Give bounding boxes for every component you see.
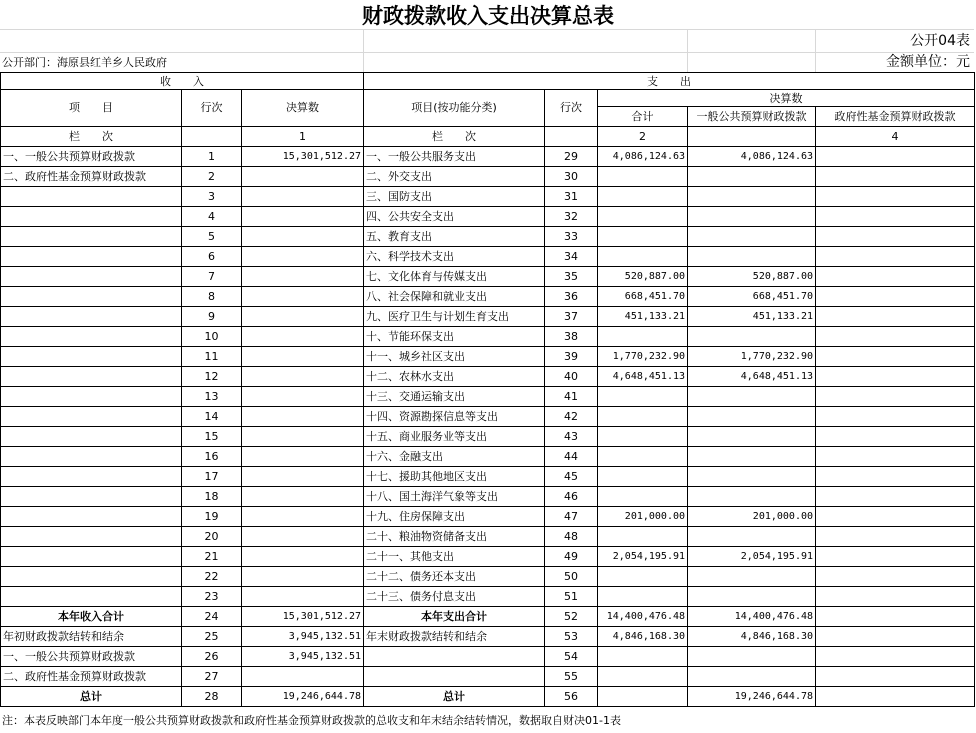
divider <box>0 29 974 30</box>
income-item-cell <box>1 467 182 487</box>
expense-fund-cell <box>816 627 975 647</box>
expense-fund-cell <box>816 447 975 467</box>
income-row-no-cell: 23 <box>182 587 242 607</box>
expense-item-cell: 二十一、其他支出 <box>364 547 545 567</box>
income-row-no-cell: 22 <box>182 567 242 587</box>
expense-total-cell <box>598 407 688 427</box>
income-row-no-cell: 11 <box>182 347 242 367</box>
income-item-cell <box>1 287 182 307</box>
expense-fund-cell <box>816 347 975 367</box>
expense-general-cell <box>688 207 816 227</box>
income-row-no-cell: 28 <box>182 687 242 707</box>
income-row-no-cell: 17 <box>182 467 242 487</box>
department-label: 公开部门：海原县红羊乡人民政府 <box>2 56 167 69</box>
column-index-row <box>1 127 975 147</box>
expense-item-cell: 十五、商业服务业等支出 <box>364 427 545 447</box>
income-amount-cell <box>242 307 364 327</box>
amount-header: 决算数 <box>242 90 364 127</box>
expense-fund-cell <box>816 407 975 427</box>
table-row <box>1 207 975 227</box>
income-row-no-cell: 21 <box>182 547 242 567</box>
income-row-no-cell: 12 <box>182 367 242 387</box>
expense-total-cell <box>598 487 688 507</box>
expense-row-no-cell: 30 <box>545 167 598 187</box>
expense-total-cell: 4,086,124.63 <box>598 147 688 167</box>
income-item-cell <box>1 527 182 547</box>
expense-item-cell <box>364 667 545 687</box>
income-row-no-cell: 7 <box>182 267 242 287</box>
expense-row-no-cell: 45 <box>545 467 598 487</box>
expense-general-cell <box>688 187 816 207</box>
expense-row-no-cell: 55 <box>545 667 598 687</box>
income-row-no-cell: 27 <box>182 667 242 687</box>
expense-item-cell: 十一、城乡社区支出 <box>364 347 545 367</box>
expense-general-cell <box>688 427 816 447</box>
income-row-no-cell: 25 <box>182 627 242 647</box>
income-amount-cell: 15,301,512.27 <box>242 147 364 167</box>
gov-fund-header: 政府性基金预算财政拨款 <box>816 107 975 127</box>
expense-general-cell: 1,770,232.90 <box>688 347 816 367</box>
expense-general-cell: 201,000.00 <box>688 507 816 527</box>
income-row-no-cell: 2 <box>182 167 242 187</box>
budget-table <box>0 72 975 707</box>
income-item-cell: 一、一般公共预算财政拨款 <box>1 647 182 667</box>
expense-row-no-cell: 56 <box>545 687 598 707</box>
expense-general-cell <box>688 447 816 467</box>
expense-total-cell <box>598 247 688 267</box>
expense-row-no-cell: 42 <box>545 407 598 427</box>
table-row <box>1 187 975 207</box>
expense-total-cell <box>598 587 688 607</box>
expense-item-cell: 二十二、债务还本支出 <box>364 567 545 587</box>
expense-general-cell: 14,400,476.48 <box>688 607 816 627</box>
expense-row-no-cell: 54 <box>545 647 598 667</box>
form-number: 公开04表 <box>910 33 970 49</box>
income-amount-cell <box>242 207 364 227</box>
table-row <box>1 147 975 167</box>
expense-fund-cell <box>816 547 975 567</box>
table-row <box>1 527 975 547</box>
expense-total-cell: 520,887.00 <box>598 267 688 287</box>
grid-line <box>815 29 816 73</box>
income-amount-cell: 3,945,132.51 <box>242 647 364 667</box>
expense-item-cell <box>364 647 545 667</box>
income-row-no-cell: 1 <box>182 147 242 167</box>
income-row-no-cell: 3 <box>182 187 242 207</box>
expense-fund-cell <box>816 267 975 287</box>
expense-item-cell: 十六、金融支出 <box>364 447 545 467</box>
table-row <box>1 327 975 347</box>
expense-general-cell <box>688 407 816 427</box>
expense-header: 支 出 <box>364 73 975 90</box>
table-row <box>1 287 975 307</box>
income-item-cell: 年初财政拨款结转和结余 <box>1 627 182 647</box>
income-item-cell: 二、政府性基金预算财政拨款 <box>1 167 182 187</box>
expense-general-cell <box>688 167 816 187</box>
expense-item-cell: 一、一般公共服务支出 <box>364 147 545 167</box>
table-row <box>1 587 975 607</box>
income-item-cell: 一、一般公共预算财政拨款 <box>1 147 182 167</box>
table-row <box>1 367 975 387</box>
expense-fund-cell <box>816 187 975 207</box>
income-item-cell <box>1 507 182 527</box>
expense-general-cell <box>688 247 816 267</box>
table-row <box>1 427 975 447</box>
expense-row-no-cell: 36 <box>545 287 598 307</box>
income-row-no-cell: 18 <box>182 487 242 507</box>
income-amount-cell <box>242 167 364 187</box>
expense-row-no-cell: 53 <box>545 627 598 647</box>
income-amount-cell <box>242 327 364 347</box>
income-amount-cell <box>242 467 364 487</box>
expense-item-cell: 十八、国土海洋气象等支出 <box>364 487 545 507</box>
table-row <box>1 407 975 427</box>
header-row <box>1 73 975 90</box>
final-amount-header: 决算数 <box>598 90 975 107</box>
expense-general-cell: 4,086,124.63 <box>688 147 816 167</box>
income-amount-cell: 19,246,644.78 <box>242 687 364 707</box>
expense-item-cell: 二十三、债务付息支出 <box>364 587 545 607</box>
expense-fund-cell <box>816 647 975 667</box>
column-index <box>182 127 242 147</box>
table-row <box>1 547 975 567</box>
income-amount-cell <box>242 427 364 447</box>
expense-general-cell <box>688 527 816 547</box>
expense-total-cell: 201,000.00 <box>598 507 688 527</box>
expense-total-cell: 451,133.21 <box>598 307 688 327</box>
expense-row-no-cell: 33 <box>545 227 598 247</box>
table-row <box>1 467 975 487</box>
expense-general-cell: 520,887.00 <box>688 267 816 287</box>
expense-row-no-cell: 35 <box>545 267 598 287</box>
expense-general-cell <box>688 667 816 687</box>
summary-body <box>1 607 975 707</box>
expense-item-cell: 十九、住房保障支出 <box>364 507 545 527</box>
income-item-cell <box>1 387 182 407</box>
footnote: 注：本表反映部门本年度一般公共预算财政拨款和政府性基金预算财政拨款的总收支和年末结余结转情况，数据取自财决01-1表 <box>2 714 621 727</box>
header-row <box>1 90 975 107</box>
expense-item-cell: 七、文化体育与传媒支出 <box>364 267 545 287</box>
general-budget-header: 一般公共预算财政拨款 <box>688 107 816 127</box>
page-title: 财政拨款收入支出决算总表 <box>362 3 614 28</box>
income-item-cell <box>1 307 182 327</box>
summary-row <box>1 647 975 667</box>
income-item-cell <box>1 487 182 507</box>
income-row-no-cell: 8 <box>182 287 242 307</box>
expense-item-cell: 十七、援助其他地区支出 <box>364 467 545 487</box>
income-amount-cell <box>242 267 364 287</box>
income-amount-cell <box>242 247 364 267</box>
summary-row <box>1 687 975 707</box>
table-row <box>1 347 975 367</box>
expense-general-cell <box>688 647 816 667</box>
expense-item-cell: 十二、农林水支出 <box>364 367 545 387</box>
expense-item-cell: 年末财政拨款结转和结余 <box>364 627 545 647</box>
income-amount-cell <box>242 387 364 407</box>
expense-row-no-cell: 29 <box>545 147 598 167</box>
expense-general-cell: 2,054,195.91 <box>688 547 816 567</box>
expense-total-cell: 4,846,168.30 <box>598 627 688 647</box>
income-row-no-cell: 15 <box>182 427 242 447</box>
expense-fund-cell <box>816 327 975 347</box>
income-amount-cell <box>242 547 364 567</box>
expense-total-cell: 668,451.70 <box>598 287 688 307</box>
expense-row-no-cell: 41 <box>545 387 598 407</box>
expense-row-no-cell: 48 <box>545 527 598 547</box>
unit-label: 金额单位：元 <box>886 54 970 70</box>
column-index <box>545 127 598 147</box>
expense-total-cell <box>598 387 688 407</box>
income-item-cell <box>1 407 182 427</box>
summary-row <box>1 607 975 627</box>
expense-general-cell: 4,648,451.13 <box>688 367 816 387</box>
expense-general-cell <box>688 327 816 347</box>
expense-fund-cell <box>816 487 975 507</box>
expense-general-cell <box>688 227 816 247</box>
column-label: 栏 次 <box>364 127 545 147</box>
expense-fund-cell <box>816 427 975 447</box>
grid-line <box>363 29 364 73</box>
table-row <box>1 167 975 187</box>
expense-item-cell: 二十、粮油物资储备支出 <box>364 527 545 547</box>
income-row-no-cell: 14 <box>182 407 242 427</box>
expense-fund-cell <box>816 467 975 487</box>
expense-fund-cell <box>816 687 975 707</box>
expense-row-no-cell: 43 <box>545 427 598 447</box>
column-index: 4 <box>816 127 975 147</box>
column-index: 1 <box>242 127 364 147</box>
expense-general-cell: 19,246,644.78 <box>688 687 816 707</box>
expense-row-no-cell: 50 <box>545 567 598 587</box>
income-item-cell <box>1 427 182 447</box>
summary-row <box>1 667 975 687</box>
income-item-cell: 本年收入合计 <box>1 607 182 627</box>
expense-item-cell: 总计 <box>364 687 545 707</box>
expense-total-cell <box>598 227 688 247</box>
income-item-cell <box>1 207 182 227</box>
expense-row-no-cell: 52 <box>545 607 598 627</box>
expense-row-no-cell: 38 <box>545 327 598 347</box>
expense-row-no-cell: 46 <box>545 487 598 507</box>
income-row-no-cell: 10 <box>182 327 242 347</box>
income-item-cell <box>1 227 182 247</box>
table-row <box>1 307 975 327</box>
income-item-cell: 二、政府性基金预算财政拨款 <box>1 667 182 687</box>
expense-fund-cell <box>816 227 975 247</box>
expense-row-no-cell: 51 <box>545 587 598 607</box>
income-amount-cell <box>242 507 364 527</box>
expense-fund-cell <box>816 307 975 327</box>
expense-total-cell <box>598 647 688 667</box>
grid-line <box>687 29 688 73</box>
table-body <box>1 147 975 607</box>
expense-general-cell <box>688 487 816 507</box>
table-row <box>1 267 975 287</box>
income-amount-cell <box>242 227 364 247</box>
income-item-cell <box>1 447 182 467</box>
expense-row-no-cell: 37 <box>545 307 598 327</box>
income-item-cell <box>1 367 182 387</box>
table-row <box>1 567 975 587</box>
income-item-cell <box>1 587 182 607</box>
income-amount-cell <box>242 487 364 507</box>
expense-fund-cell <box>816 607 975 627</box>
expense-total-cell <box>598 467 688 487</box>
expense-total-cell <box>598 207 688 227</box>
income-item-cell <box>1 267 182 287</box>
income-amount-cell <box>242 447 364 467</box>
expense-total-cell: 4,648,451.13 <box>598 367 688 387</box>
income-amount-cell <box>242 187 364 207</box>
income-amount-cell <box>242 347 364 367</box>
table-row <box>1 507 975 527</box>
expense-fund-cell <box>816 527 975 547</box>
income-row-no-cell: 5 <box>182 227 242 247</box>
expense-total-cell <box>598 667 688 687</box>
expense-item-cell: 九、医疗卫生与计划生育支出 <box>364 307 545 327</box>
income-item-cell <box>1 567 182 587</box>
income-item-cell: 总计 <box>1 687 182 707</box>
income-row-no-cell: 20 <box>182 527 242 547</box>
expense-general-cell: 451,133.21 <box>688 307 816 327</box>
expense-row-no-cell: 47 <box>545 507 598 527</box>
income-amount-cell <box>242 527 364 547</box>
income-amount-cell <box>242 587 364 607</box>
expense-general-cell <box>688 567 816 587</box>
income-amount-cell <box>242 667 364 687</box>
expense-total-cell <box>598 567 688 587</box>
income-row-no-cell: 24 <box>182 607 242 627</box>
expense-row-no-cell: 49 <box>545 547 598 567</box>
income-amount-cell <box>242 567 364 587</box>
expense-fund-cell <box>816 167 975 187</box>
expense-total-cell: 1,770,232.90 <box>598 347 688 367</box>
expense-item-cell: 三、国防支出 <box>364 187 545 207</box>
summary-row <box>1 627 975 647</box>
income-amount-cell <box>242 407 364 427</box>
expense-fund-cell <box>816 367 975 387</box>
expense-fund-cell <box>816 207 975 227</box>
income-row-no-cell: 13 <box>182 387 242 407</box>
row-no-header: 行次 <box>545 90 598 127</box>
expense-item-cell: 十四、资源勘探信息等支出 <box>364 407 545 427</box>
item-header: 项 目 <box>1 90 182 127</box>
expense-row-no-cell: 40 <box>545 367 598 387</box>
expense-total-cell <box>598 327 688 347</box>
expense-item-cell: 二、外交支出 <box>364 167 545 187</box>
table-row <box>1 447 975 467</box>
expense-total-cell <box>598 167 688 187</box>
income-amount-cell <box>242 367 364 387</box>
expense-row-no-cell: 44 <box>545 447 598 467</box>
income-row-no-cell: 6 <box>182 247 242 267</box>
expense-item-cell: 十、节能环保支出 <box>364 327 545 347</box>
table-row <box>1 247 975 267</box>
total-header: 合计 <box>598 107 688 127</box>
expense-total-cell <box>598 427 688 447</box>
expense-total-cell <box>598 527 688 547</box>
expense-general-cell: 668,451.70 <box>688 287 816 307</box>
expense-row-no-cell: 32 <box>545 207 598 227</box>
column-index <box>688 127 816 147</box>
income-row-no-cell: 4 <box>182 207 242 227</box>
expense-item-cell: 本年支出合计 <box>364 607 545 627</box>
expense-fund-cell <box>816 247 975 267</box>
expense-general-cell: 4,846,168.30 <box>688 627 816 647</box>
expense-fund-cell <box>816 567 975 587</box>
expense-fund-cell <box>816 507 975 527</box>
expense-row-no-cell: 34 <box>545 247 598 267</box>
income-amount-cell: 15,301,512.27 <box>242 607 364 627</box>
expense-total-cell <box>598 447 688 467</box>
income-item-cell <box>1 327 182 347</box>
column-label: 栏 次 <box>1 127 182 147</box>
income-row-no-cell: 19 <box>182 507 242 527</box>
income-item-cell <box>1 187 182 207</box>
expense-fund-cell <box>816 587 975 607</box>
expense-general-cell <box>688 467 816 487</box>
row-no-header: 行次 <box>182 90 242 127</box>
table-row <box>1 387 975 407</box>
expense-general-cell <box>688 387 816 407</box>
expense-item-cell: 六、科学技术支出 <box>364 247 545 267</box>
income-row-no-cell: 16 <box>182 447 242 467</box>
expense-total-cell: 14,400,476.48 <box>598 607 688 627</box>
income-item-cell <box>1 347 182 367</box>
column-index: 2 <box>598 127 688 147</box>
income-item-cell <box>1 547 182 567</box>
expense-fund-cell <box>816 667 975 687</box>
expense-fund-cell <box>816 387 975 407</box>
income-item-cell <box>1 247 182 267</box>
income-amount-cell <box>242 287 364 307</box>
expense-item-cell: 五、教育支出 <box>364 227 545 247</box>
income-row-no-cell: 26 <box>182 647 242 667</box>
func-item-header: 项目(按功能分类) <box>364 90 545 127</box>
expense-item-cell: 十三、交通运输支出 <box>364 387 545 407</box>
income-amount-cell: 3,945,132.51 <box>242 627 364 647</box>
expense-row-no-cell: 39 <box>545 347 598 367</box>
expense-fund-cell <box>816 287 975 307</box>
income-row-no-cell: 9 <box>182 307 242 327</box>
table-row <box>1 227 975 247</box>
income-header: 收 入 <box>1 73 364 90</box>
expense-general-cell <box>688 587 816 607</box>
expense-total-cell: 2,054,195.91 <box>598 547 688 567</box>
expense-fund-cell <box>816 147 975 167</box>
expense-total-cell <box>598 187 688 207</box>
table-row <box>1 487 975 507</box>
expense-item-cell: 八、社会保障和就业支出 <box>364 287 545 307</box>
expense-total-cell <box>598 687 688 707</box>
expense-row-no-cell: 31 <box>545 187 598 207</box>
expense-item-cell: 四、公共安全支出 <box>364 207 545 227</box>
